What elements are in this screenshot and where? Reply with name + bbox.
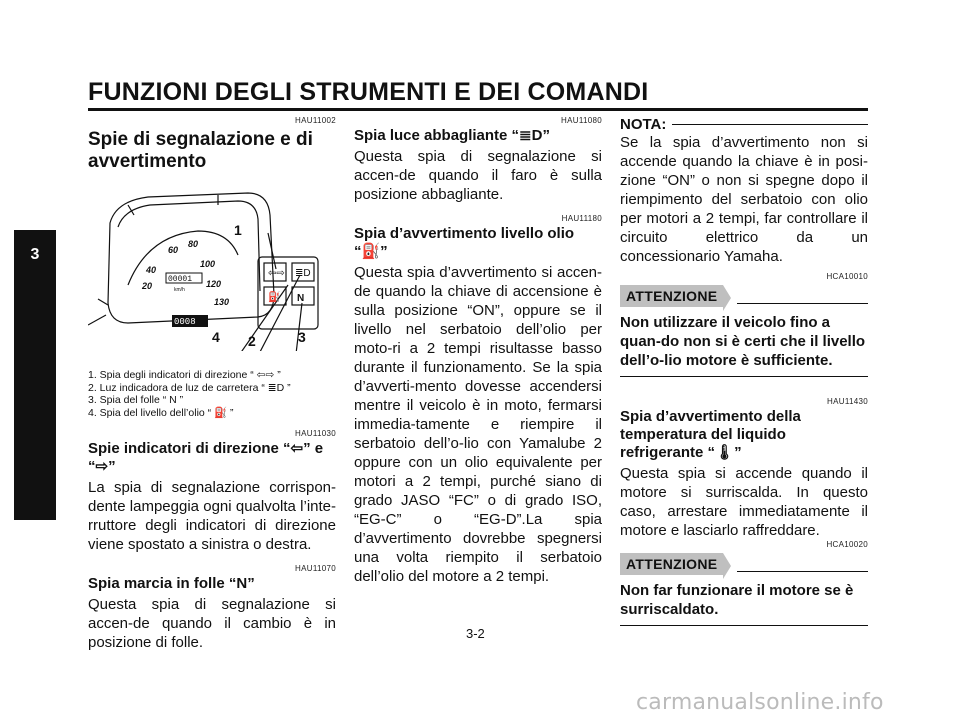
high-beam-heading: Spia luce abbagliante “≣D”	[354, 127, 550, 144]
temp-text: Questa spia si accende quando il motore si surriscalda. In questo caso, arrestare immediatamente il motore e lasciarlo raffreddare.	[620, 465, 868, 539]
attention-badge: ATTENZIONE	[620, 285, 723, 307]
title-rule	[88, 108, 868, 111]
temp-heading: Spia d’avvertimento della temperatura del liquido refrigerante “🌡”	[620, 408, 801, 461]
section-code: HAU11030	[295, 429, 336, 438]
speed-mark-130: 130	[214, 297, 230, 307]
caption-4: 4. Spia del livello dell’olio “ ⛽ ”	[88, 406, 234, 419]
column-2	[354, 116, 602, 586]
neutral-icon: N	[297, 293, 305, 304]
attention-header-1	[620, 285, 868, 307]
neutral-heading: Spia marcia in folle “N”	[88, 575, 255, 592]
callout-2: 2	[248, 333, 256, 349]
oil-level-icon: ⛽	[268, 292, 281, 303]
oil-text: Questa spia d’avvertimento si accen-de quando la chiave di accensione è sulla posizione “ON”, oppure se il livello nel serbatoio dell’olio per moto-ri a 2 tempi risultasse basso durante il funzionamento. Se la spia d’avverti-mento dovesse accendersi mentre il veicolo è in moto, fermarsi immedia-tamente e riempire il serbatoio dell’o-lio con Yamalube 2 oppure con un olio equivalente per motori a 2 tempi, purché siano di grado JASO “FC” o di grado ISO, “EG-C” o “EG-D”.La spia d’avvertimento dovrebbe spegnersi una volta riempito il serbatoio dell’olio del motore a 2 tempi.	[354, 264, 602, 585]
turn-signal-icon: ⇦⇨	[268, 268, 285, 279]
attention-badge: ATTENZIONE	[620, 553, 723, 575]
footer-watermark: carmanualsonline.info	[636, 690, 884, 715]
turn-heading: Spie indicatori di direzione “⇦” e “⇨”	[88, 440, 324, 475]
nota-label: NOTA:	[620, 116, 667, 133]
nota-header	[620, 116, 868, 133]
caption-2: 2. Luz indicadora de luz de carretera “ ≣D ”	[88, 381, 291, 394]
section-heading: Spie di segnalazione e di avvertimento	[88, 129, 313, 172]
callout-3: 3	[298, 329, 306, 345]
trip-digits: 00001	[168, 275, 193, 284]
callout-1: 1	[234, 222, 242, 238]
neutral-text: Questa spia di segnalazione si accen-de quando il cambio è in posizione di folle.	[88, 596, 336, 651]
section-code: HAU11002	[295, 116, 336, 125]
speed-mark-40: 40	[146, 265, 157, 275]
section-code: HAU11180	[561, 214, 602, 223]
turn-text: La spia di segnalazione corrispon-dente lampeggia ogni qualvolta l’inte-rruttore degli indicatori di direzione viene spostato a sinistra o destra.	[88, 479, 336, 553]
caption-3: 3. Spia del folle “ N ”	[88, 394, 184, 406]
section-code: HCA10010	[826, 272, 868, 281]
speed-mark-60: 60	[168, 245, 179, 255]
callout-4: 4	[212, 329, 220, 345]
high-beam-icon: ≣D	[295, 268, 311, 279]
chapter-tab	[14, 230, 56, 520]
speed-mark-80: 80	[188, 239, 199, 249]
column-3	[620, 116, 868, 626]
attention-header-2	[620, 553, 868, 575]
chapter-number: 3	[30, 246, 40, 263]
nota-text: Se la spia d’avvertimento non si accende quando la chiave è in posi-zione “ON” o non si spegne dopo il riempimento del serbatoio con olio per motori a 2 tempi, far controllare il circuito elettrico da un concessionario Yamaha.	[620, 134, 868, 265]
page-title: FUNZIONI DEGLI STRUMENTI E DEI COMANDI	[88, 78, 649, 106]
section-code: HAU11070	[295, 564, 336, 573]
caption-1: 1. Spia degli indicatori di direzione “ ⇦⇨ ”	[88, 369, 281, 381]
instrument-panel-drawing	[88, 175, 336, 351]
speed-mark-100: 100	[200, 259, 216, 269]
high-beam-text: Questa spia di segnalazione si accen-de quando il faro è sulla posizione abbagliante.	[354, 148, 602, 203]
section-code: HAU11080	[561, 116, 602, 125]
section-code: HAU11430	[827, 397, 868, 406]
column-1	[88, 116, 336, 652]
section-code: HCA10020	[826, 540, 868, 549]
attention-rule	[620, 625, 868, 626]
oil-heading: Spia d’avvertimento livello olio “⛽”	[354, 225, 575, 260]
odo-digits: 0008	[174, 317, 196, 327]
speed-unit: km/h	[174, 287, 185, 293]
speed-mark-20: 20	[142, 281, 153, 291]
attention-text-1: Non utilizzare il veicolo fino a quan-do non si è certi che il livello dell’o-lio motore è sufficiente.	[620, 314, 866, 369]
attention-text-2: Non far funzionare il motore se è surriscaldato.	[620, 582, 854, 618]
instrument-figure	[88, 175, 336, 351]
page-number: 3-2	[466, 626, 485, 641]
speed-mark-120: 120	[206, 279, 222, 289]
